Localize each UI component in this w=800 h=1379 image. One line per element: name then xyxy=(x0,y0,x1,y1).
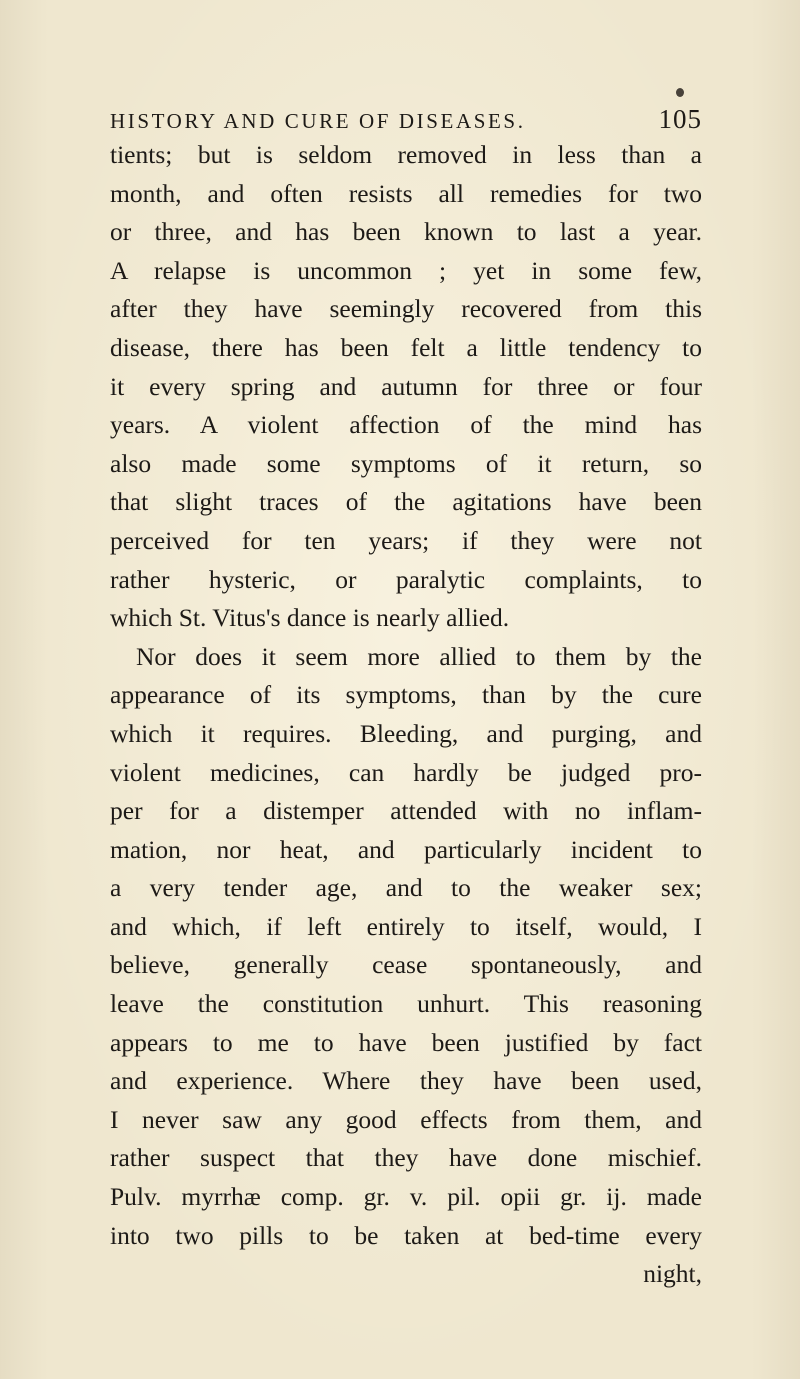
text-line: violent medicines, can hardly be judged pro- xyxy=(110,757,702,787)
text-line: Pulv. myrrhæ comp. gr. v. pil. opii gr. ij. made xyxy=(110,1182,702,1212)
running-head-title: HISTORY AND CURE OF DISEASES. xyxy=(110,109,526,133)
text-line: tients; but is seldom removed in less than a xyxy=(110,140,702,169)
text-line: per for a distemper attended with no inflam- xyxy=(110,796,702,826)
text-line: disease, there has been felt a little tendency to xyxy=(110,332,702,362)
text-line: into two pills to be taken at bed-time every xyxy=(110,1220,702,1250)
text-line: a very tender age, and to the weaker sex; xyxy=(110,873,702,903)
text-line: also made some symptoms of it return, so xyxy=(110,448,702,478)
text-line: mation, nor heat, and particularly incident to xyxy=(110,834,702,864)
text-line: it every spring and autumn for three or four xyxy=(110,371,702,401)
text-line: leave the constitution unhurt. This reasoning xyxy=(110,989,702,1019)
catchword: night, xyxy=(643,1259,702,1289)
text-line: or three, and has been known to last a year. xyxy=(110,217,702,247)
body-text xyxy=(110,136,702,1294)
text-line: appears to me to have been justified by fact xyxy=(110,1027,702,1057)
text-line: month, and often resists all remedies for two xyxy=(110,178,702,208)
text-line: years. A violent affection of the mind has xyxy=(110,410,702,440)
text-line: and experience. Where they have been used, xyxy=(110,1066,702,1096)
text-line: which it requires. Bleeding, and purging, and xyxy=(110,718,702,748)
text-line: which St. Vitus's dance is nearly allied. xyxy=(110,603,510,633)
text-line: and which, if left entirely to itself, would, I xyxy=(110,911,702,941)
running-head xyxy=(110,104,702,135)
text-line: perceived for ten years; if they were not xyxy=(110,525,702,555)
text-line: rather suspect that they have done mischief. xyxy=(110,1143,702,1173)
text-line: rather hysteric, or paralytic complaints, to xyxy=(110,564,702,594)
text-line: appearance of its symptoms, than by the cure xyxy=(110,680,702,710)
page-number: 105 xyxy=(658,104,702,134)
text-line: I never saw any good effects from them, and xyxy=(110,1104,702,1134)
text-line: believe, generally cease spontaneously, and xyxy=(110,950,702,980)
text-line: A relapse is uncommon ; yet in some few, xyxy=(110,255,702,285)
text-line: that slight traces of the agitations have been xyxy=(110,487,702,517)
text-line: after they have seemingly recovered from this xyxy=(110,294,702,324)
ink-spot xyxy=(676,88,684,97)
text-line: Nor does it seem more allied to them by the xyxy=(136,641,702,671)
